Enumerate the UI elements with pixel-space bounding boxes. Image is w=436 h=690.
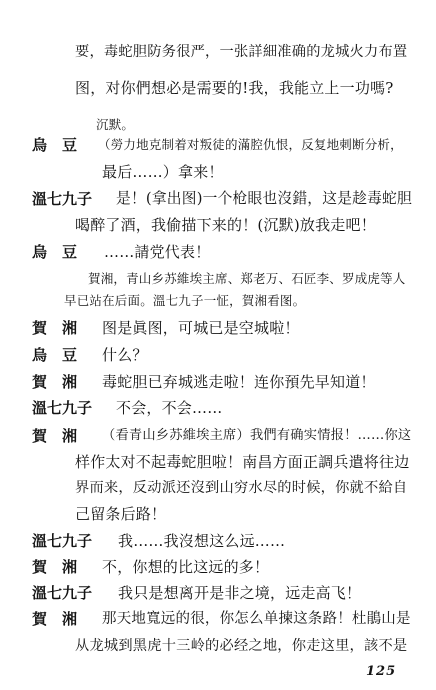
stage-direction: 沉默。 [96, 117, 135, 132]
text-line: 毒蛇胆已弃城逃走啦！连你預先早知道！ [102, 373, 376, 391]
text-line: 从龙城到黑虎十三岭的必经之地，你走这里，該不是 [75, 638, 408, 654]
text-line: 最后……）拿来！ [102, 163, 224, 181]
speaker-label: 溫七九子 [32, 399, 93, 417]
text-line: 什么？ [102, 346, 148, 364]
text-line: （看青山乡苏維埃主席）我們有确实情报！……你这 [102, 428, 412, 443]
speaker-label: 賀 湘 [32, 373, 78, 391]
stage-direction: （勞力地克制着对叛徒的滿腔仇恨，反复地刺断分析， [98, 137, 403, 152]
page-number: 125 [366, 664, 397, 679]
stage-direction: 賀湘，青山乡苏維埃主席、郑老万、石匠李、罗成虎等人 [88, 271, 406, 286]
text-line: 那天地寬远的很，你怎么单揀这条路！杜鵑山是 [102, 611, 411, 627]
speaker-label: 賀 湘 [32, 610, 78, 628]
text-line: 不会，不会…… [116, 399, 223, 417]
speaker-label: 溫七九子 [32, 584, 93, 602]
text-line: 是！(拿出图)一个枪眼也沒錯，这是趁毒蛇胆 [116, 190, 412, 207]
text-line: 我……我沒想这么远…… [118, 532, 286, 550]
text-line: 样作太对不起毒蛇胆啦！南昌方面正調兵遣将往边 [75, 453, 410, 471]
speaker-label: 烏 豆 [32, 346, 78, 364]
speaker-label: 賀 湘 [32, 558, 78, 576]
speaker-label: 烏 豆 [32, 243, 78, 261]
text-line: 喝醉了酒，我偷描下来的！(沉默)放我走吧！ [75, 216, 376, 234]
speaker-label: 烏 豆 [32, 136, 78, 154]
text-line: 我只是想离开是非之境，远走高飞！ [118, 584, 362, 602]
speaker-label: 溫七九子 [32, 190, 93, 208]
text-line: 要，毒蛇胆防务很严，一张詳細准确的龙城火力布置 [75, 44, 408, 60]
text-line: 己留条后路！ [75, 505, 167, 523]
text-line: 图是眞图，可城已是空城啦！ [102, 319, 300, 337]
speaker-label: 賀 湘 [32, 319, 78, 337]
text-line: ……請党代表！ [104, 243, 211, 261]
text-line: 界而来，反动派还沒到山穷水尽的时候，你就不給自 [75, 480, 408, 496]
text-line: 图，对你們想必是需要的!我，我能立上一功嗎? [75, 79, 394, 97]
text-line: 不，你想的比这远的多！ [102, 558, 270, 576]
stage-direction: 早已站在后面。溫七九子一怔，賀湘看图。 [64, 293, 306, 308]
speaker-label: 賀 湘 [32, 427, 78, 445]
speaker-label: 溫七九子 [32, 532, 93, 550]
